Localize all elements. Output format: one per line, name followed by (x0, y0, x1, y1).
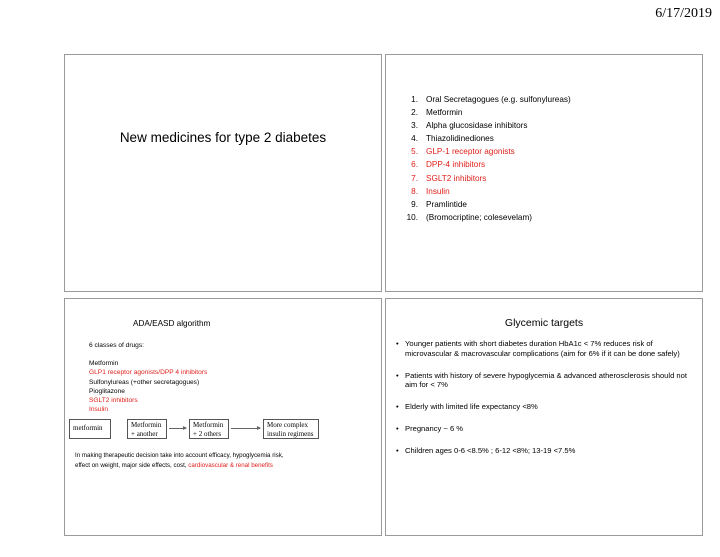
list-item: • Elderly with limited life expectancy <8% (394, 402, 694, 412)
drug-class-list (400, 93, 571, 224)
list-item: 9. Pramlintide (411, 199, 467, 209)
slide-3-title: ADA/EASD algorithm (133, 319, 211, 328)
drug-classes-intro: 6 classes of drugs: (89, 342, 144, 349)
list-item: 3. Alpha glucosidase inhibitors (411, 121, 528, 131)
list-item: 1. Oral Secretagogues (e.g. sulfonylureas) (411, 95, 571, 104)
list-item: 2. Metformin (411, 108, 463, 118)
list-item: 10. (Bromocriptine; colesevelam) (406, 212, 533, 222)
glycemic-target-list (394, 339, 694, 468)
list-item: Insulin (89, 406, 109, 414)
slide-3 (64, 298, 382, 536)
flow-arrow-icon (169, 428, 186, 429)
list-item: GLP1 receptor agonists/DPP 4 inhibitors (89, 369, 208, 377)
list-item: Metformin (89, 360, 119, 368)
list-item: Pioglitazone (89, 387, 125, 395)
slide-4 (385, 298, 703, 536)
slide-2 (385, 54, 703, 292)
list-item: 8. Insulin (411, 186, 450, 196)
list-item: • Younger patients with short diabetes duration HbA1c < 7% reduces risk of microvascular & macrovascular complications (aim for 6% if it can be done safely) (394, 339, 694, 359)
page-date: 6/17/2019 (655, 6, 712, 21)
flow-arrow-icon (231, 428, 260, 429)
slide-1 (64, 54, 382, 292)
list-item: Sulfonylureas (+other secretagogues) (89, 378, 200, 386)
list-item: 4. Thiazolidinediones (411, 134, 494, 144)
flow-step-4: More complex insulin regimens (263, 419, 319, 439)
slide-4-title: Glycemic targets (504, 317, 584, 329)
flow-step-2: Metformin + another (127, 419, 167, 439)
list-item: 5. GLP-1 receptor agonists (411, 147, 515, 157)
list-item: SGLT2 inhibitors (89, 397, 138, 405)
flow-step-3: Metformin + 2 others (189, 419, 229, 439)
slide-1-title: New medicines for type 2 diabetes (119, 130, 327, 145)
list-item: 6. DPP-4 inhibitors (411, 160, 486, 170)
therapeutic-note: In making therapeutic decision take into account efficacy, hypoglycemia risk, effect on weight, major side effects, cost, cardiovascular & renal benefits (75, 452, 284, 469)
list-item: • Pregnancy ~ 6 % (394, 424, 694, 434)
drug-classes (89, 341, 207, 414)
list-item: • Patients with history of severe hypoglycemia & advanced atherosclerosis should not aim for < 7% (394, 371, 694, 391)
list-item: • Children ages 0-6 <8.5% ; 6-12 <8%; 13-19 <7.5% (394, 446, 694, 456)
list-item: 7. SGLT2 inhibitors (411, 173, 487, 183)
flow-step-metformin: metformin (69, 419, 111, 439)
